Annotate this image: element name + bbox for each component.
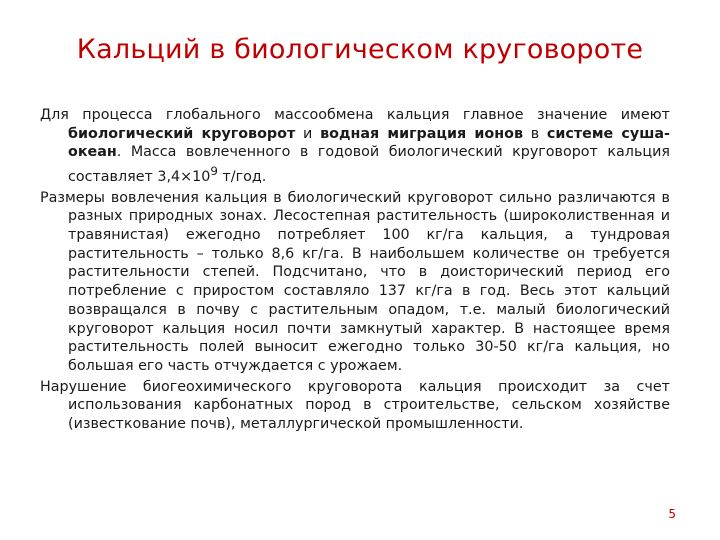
paragraph-1-text-5: т/год. — [217, 168, 267, 185]
paragraph-1-text-2: и — [295, 125, 321, 142]
page-number: 5 — [668, 507, 676, 521]
paragraph-1-text-1: Для процесса глобального массообмена кальция главное значение имеют — [40, 107, 670, 123]
paragraph-2: Размеры вовлечения кальция в биологический круговорот сильно различаются в разных природных зонах. Лесостепная растительность (широколиственная и травянистая) ежегодно потребляет 100 кг/га кальция, а тундровая растительность – только 8,6 кг/га. В наибольшем количестве он требуется растительности степей. Подсчитано, что в доисторический период его потребление с приростом составляло 137 кг/га в год. Весь этот кальций возвращался в почву с растительным опадом, т.е. малый биологический круговорот кальция носил почти замкнутый характер. В настоящее время растительность полей выносит ежегодно только 30-50 кг/га кальция, но большая его часть отчуждается с урожаем. — [40, 189, 670, 374]
slide-title: Кальций в биологическом круговороте — [76, 34, 644, 65]
bold-land-ocean-system: системе суша-океан — [68, 125, 670, 161]
paragraph-1-text-3: в — [523, 125, 547, 142]
slide-body — [40, 106, 670, 436]
paragraph-3: Нарушение биогеохимического круговорота кальция происходит за счет использования карбонатных пород в строительстве, сельском хозяйстве (известкование почв), металлургической промышленности. — [40, 378, 670, 433]
paragraph-1-text-4: . Масса вовлеченного в годовой биологический круговорот кальция составляет 3,4×10 — [68, 144, 670, 185]
exponent: 9 — [210, 164, 218, 179]
bold-water-migration: водная миграция ионов — [320, 125, 523, 142]
bold-biological-cycle: биологический круговорот — [68, 125, 296, 142]
paragraph-1 — [40, 106, 670, 187]
